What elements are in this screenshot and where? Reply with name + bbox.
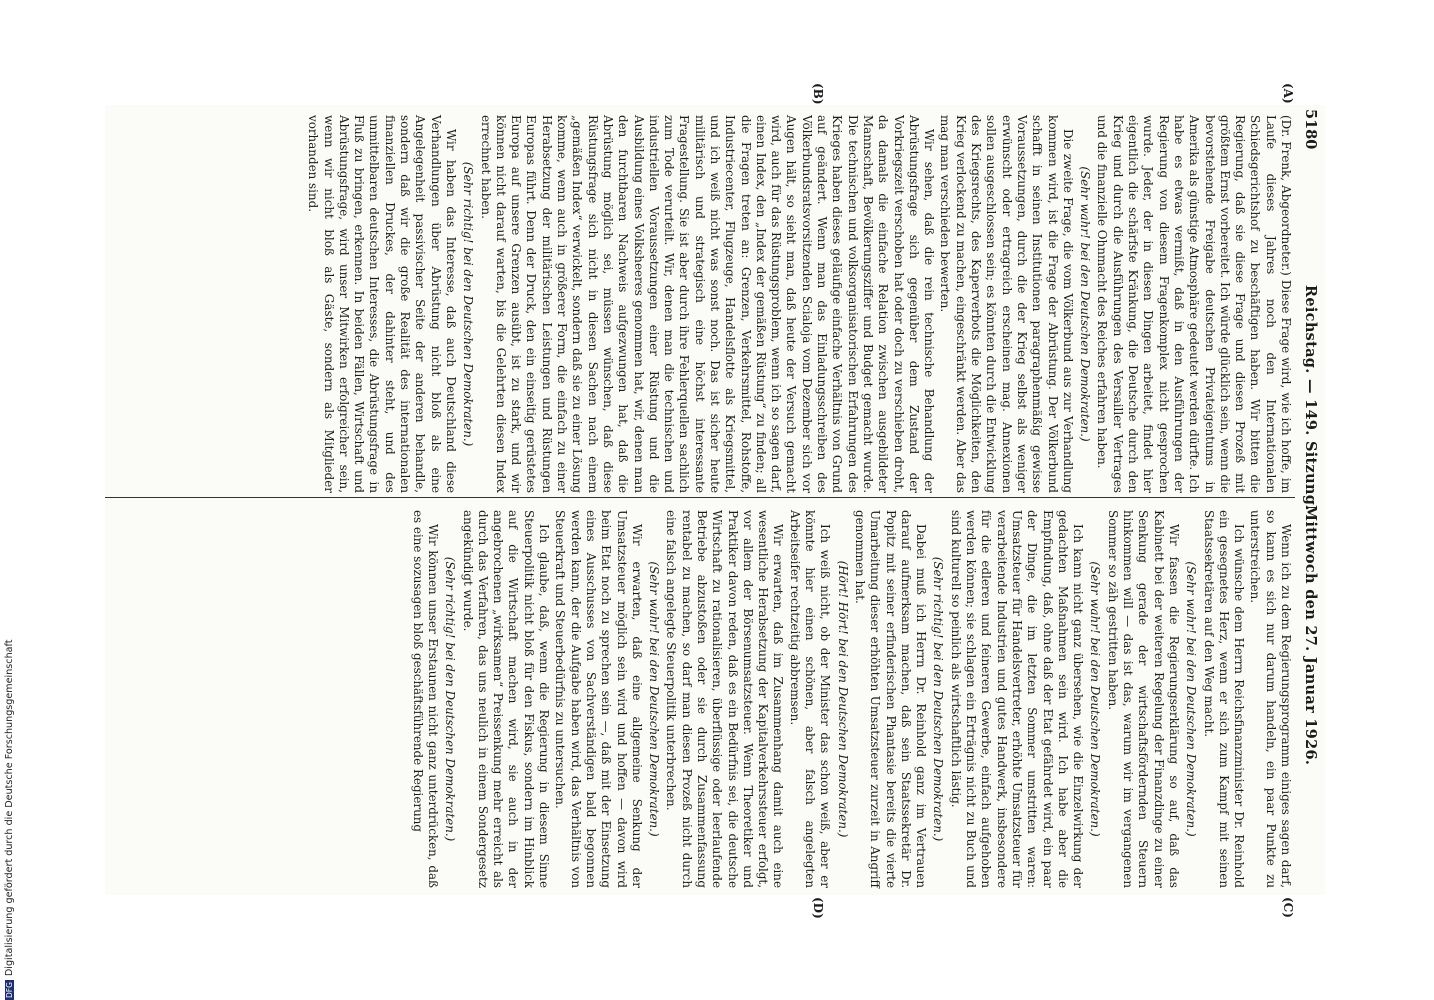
interjection: (Sehr richtig! bei den Deutschen Demokraten.) bbox=[443, 556, 458, 842]
interjection: (Hört! Hört! bei den Deutschen Demokraten.) bbox=[835, 560, 850, 838]
paragraph: Ich kann nicht ganz übersehen, wie die Einzelwirkung der gedachten Maßnahmen sein wird. Ich habe aber die Empfindung, daß, ohne daß der Etat gefährdet wird, ein paar der Dinge, die im letzten Sommer umstritten waren: Umsatzsteuer für Handelsvertreter, erhöhte Umsatzsteuer für verarbeitende Industrien und gutes Handwerk, insbesondere für die edleren und feineren Gewerbe, einfach aufgehoben werden können; sie schlagen ein Erträgnis nicht zu Buch und sind kulturell so peinlich als wirtschaftlich lästig. bbox=[948, 510, 1086, 888]
session-title: Reichstag. — 149. Sitzung. bbox=[1302, 285, 1320, 511]
paragraph: Wir sehen, daß die rein technische Behandlung der Abrüstungsfrage sich gegenüber dem Zustand der Vorkriegszeit verschoben hat oder doch zu verschieben droht, da damals die einfache Relation zwischen ausgebildeter Mannschaft, Bevölkerungsziffer und Budget gemacht wurde. Die technischen und volksorganisatorischen Erfahrungen des Krieges haben dieses geläufige einfache Verhältnis von Grund auf geändert. Wenn man das Einladungsschreiben des Völkerbundsratsvorsitzenden Scialoja vom Dezember sich vor Augen hält, so sieht man, daß heute der Versuch gemacht wird, auch für das Rüstungsproblem, wenn ich so sagen darf, einen Index, den „Index der gemäßen Rüstung“ zu finden; all die Fragen treten an: Grenzen, Verkehrsmittel, Rohstoffe, Industriecenter, Flugzeuge, Handelsflotte als Kriegsmittel, und ich weiß nicht was sonst noch. Das ist sicher heute militärisch und strategisch eine höchst interessante Fragestellung. Sie ist aber durch ihre Fehlerquellen sachlich zum Tode verurteilt. Wir, denen man die technischen und industriellen Voraussetzungen einer Rüstung und die Ausbildung eines Volksheeres genommen hat, wir, denen man den furchtbaren Nachweis aufgezwungen hat, daß die Abrüstung möglich sei, müssen wünschen, daß diese Rüstungsfrage sich nicht in diesen Sachen nach einem „gemäßen Index“ verwickelt, sondern daß sie zu einer Lösung komme, wenn auch in größerer Form, die einfach zu einer Herabsetzung der militärischen Leistungen und Rüstungen Europas führt. Denn der Druck, den ein einseitig gerüstetes Europa auf unsere Grenzen ausübt, ist zu stark, und wir können nicht darauf warten, bis die Gelehrten diesen Index errechnet haben. bbox=[478, 115, 937, 493]
column-divider bbox=[105, 497, 1295, 498]
paragraph: (Dr. Frenk, Abgeordneter.) Diese Frage wird, wie ich hoffe, im Laufe dieses Jahres noch den Internationalen Schiedsgerichtshof zu beschäftigen haben. Wir bitten die Regierung, daß sie diese Frage und diesen Prozeß mit größtem Ernst vorbereitet. Ich würde glücklich sein, wenn die bevorstehende Freigabe deutschen Privateigentums in Amerika als günstige Atmosphäre gedeutet werden dürfte. Ich habe es etwas vermißt, daß in den Ausführungen der Regierung von diesem Fragenkomplex nicht gesprochen wurde. Jeder, der in diesen Dingen arbeitet, findet hier eigentlich die schärfste Kränkung, die Deutsche durch den Krieg und durch die Ausführungen des Versailler Vertrages und die finanzielle Ohnmacht des Reiches erfahren haben. bbox=[1095, 115, 1293, 493]
running-header bbox=[1297, 105, 1325, 895]
left-text-column bbox=[304, 115, 1293, 493]
paragraph: Wir haben das Interesse, daß auch Deutschland diese Verhandlungen über Abrüstung nicht bloß als eine Angelegenheit passivischer Seite der anderen behandle, sondern daß wir die große Realität des internationalen finanziellen Druckes, der dahinter steht, und des unmittelbaren deutschen Interesses, die Abrüstungsfrage in Fluß zu bringen, erkennen. In beiden Fällen, Wirtschaft und Abrüstungsfrage, wird unser Mitwirken erfolgreicher sein, wenn wir nicht bloß als Gäste, sondern als Mitglieder vorhanden sind. bbox=[306, 115, 458, 493]
interjection: (Sehr richtig! bei den Deutschen Demokraten.) bbox=[931, 556, 946, 842]
margin-mark-a: (A) bbox=[1281, 83, 1295, 104]
margin-mark-d: (D) bbox=[811, 897, 825, 919]
margin-mark-c: (C) bbox=[1281, 897, 1295, 918]
paragraph: Die zweite Frage, die vom Völkerbund aus zur Verhandlung kommen wird, ist die Frage der Abrüstung. Der Völkerbund schafft in seinen Institutionen paragraphenmäßig gewisse Voraussetzungen, durch die der Krieg selbst als weniger erwünscht oder ertragreich erscheinen mag. Annexionen sollen ausgeschlossen sein; es könnten durch die Entwicklung des Kriegsrechts, des Kaperverbots die Möglichkeiten, den Krieg verlockend zu machen, eingeschränkt werden. Aber das mag man verschieden bewerten. bbox=[938, 115, 1075, 493]
interjection: (Sehr wahr! bei den Deutschen Demokraten.) bbox=[1088, 561, 1103, 837]
footer-credit bbox=[2, 0, 16, 1000]
paragraph: Wir können unser Erstaunen nicht ganz unterdrücken, daß es eine sozusagen bloß geschäftsführende Regierung bbox=[410, 510, 440, 888]
interjection: (Sehr wahr! bei den Deutschen Demokraten.) bbox=[647, 561, 662, 837]
paragraph: Wenn ich zu dem Regierungsprogramm einiges sagen darf, so kann es sich nur darum handeln, ein paar Punkte zu unterstreichen. bbox=[1248, 510, 1293, 888]
paragraph: Wir erwarten, daß im Zusammenhang damit auch eine wesentliche Herabsetzung der Kapitalverkehrssteuer erfolgt, vor allem der Börsenumsatzsteuer. Wenn Theoretiker und Praktiker davon reden, daß es ein Bedürfnis sei, die deutsche Wirtschaft zu rationalisieren, überflüssige oder leerlaufende Betriebe abzustoßen oder sie durch Zusammenfassung rentabel zu machen, so darf man diesen Prozeß nicht durch eine falsch angelegte Steuerpolitik unterbrechen. bbox=[664, 510, 786, 888]
margin-mark-b: (B) bbox=[811, 83, 825, 105]
interjection: (Sehr wahr! bei den Deutschen Demokraten.) bbox=[1184, 561, 1199, 837]
paragraph: Dabei muß ich Herrn Dr. Reinhold ganz im Vertrauen darauf aufmerksam machen, daß sein Staatssekretär Dr. Popitz mit seiner erfinderischen Phantasie bereits die vierte Umarbeitung dieser erhöhten Umsatzsteuer zurzeit in Angriff genommen hat. bbox=[852, 510, 929, 888]
dfg-logo: DFG bbox=[4, 982, 14, 998]
interjection: (Sehr wahr! bei den Deutschen Demokraten.) bbox=[1078, 166, 1093, 442]
page-number: 5180 bbox=[1302, 109, 1320, 150]
right-text-column bbox=[408, 510, 1293, 888]
paragraph: Ich weiß nicht, ob der Minister das schon weiß, aber er könnte hier einen schönen, aber falsch angelegten Arbeitseifer rechtzeitig abbremsen. bbox=[787, 510, 833, 888]
paragraph: Wir erwarten, daß eine allgemeine Senkung der Umsatzsteuer möglich sein wird und hoffen — davon wird beim Etat noch zu sprechen sein —, daß mit der Einsetzung eines Ausschusses von Sachverständigen bald begonnen werden kann, der die Aufgabe haben wird, das Verhältnis von Steuerkraft und Steuerbedürfnis zu untersuchen. bbox=[553, 510, 644, 888]
paragraph: Wir fassen die Regierungserklärung so auf, daß das Kabinett bei der weiteren Regelung der Finanzdinge zu einer Senkung gerade der wirtschaftsfördernden Steuern hinkommen will — das ist das, warum wir im vergangenen Sommer so zäh gestritten haben. bbox=[1105, 510, 1181, 888]
interjection: (Sehr richtig! bei den Deutschen Demokraten.) bbox=[461, 161, 476, 447]
paragraph: Ich wünsche dem Herrn Reichsfinanzminister Dr. Reinhold ein gesegnetes Herz, wenn er sich zum Kampf mit seinen Staatssekretären auf den Weg macht. bbox=[1201, 510, 1247, 888]
footer-text: Digitalisierung gefördert durch die Deutsche Forschungsgemeinschaft bbox=[3, 639, 15, 977]
rotated-scan-page bbox=[105, 83, 1325, 919]
session-date: Mittwoch den 27. Januar 1926. bbox=[1302, 505, 1320, 766]
paragraph: Ich glaube, daß, wenn die Regierung in diesem Sinne Steuerpolitik nicht bloß für den Fiskus, sondern im Hinblick auf die Wirtschaft machen wird, sie auch in der angebrochenen „wirksamen“ Preissenkung mehr erreicht als durch das Verfahren, das uns neulich in einem Sondergesetz angekündigt wurde. bbox=[460, 510, 552, 888]
